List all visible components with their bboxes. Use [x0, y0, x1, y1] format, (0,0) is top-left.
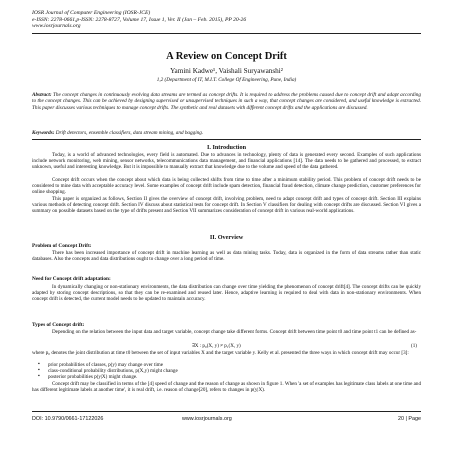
header-rule: [32, 33, 421, 34]
subheading-problem: Problem of Concept Drift:: [32, 243, 92, 249]
bullet-item: ▪ posterior probabilities p(y|X) might change.: [32, 374, 421, 380]
footer-website: www.iosrjournals.org: [182, 416, 232, 422]
journal-website: www.iosrjournals.org: [32, 23, 81, 30]
intro-paragraph-2: Concept drift occurs when the concept about which data is being collected shifts from time to time after a minimum stability period. This problem of concept drift needs to be considered to mine data with acceptable accuracy level. Some examples of concept drift include spam detection, financial fraud detection, climate change prediction, customer preferences for online shopping.: [32, 177, 421, 196]
abstract-label: Abstract:: [32, 92, 52, 98]
abstract: [32, 92, 421, 111]
section-heading-introduction: I. Introduction: [206, 144, 247, 151]
paper-title: A Review on Concept Drift: [166, 51, 287, 62]
journal-header: [32, 10, 422, 30]
subheading-need: Need for Concept drift adaptation:: [32, 276, 111, 282]
problem-paragraph: There has been increased importance of concept drift in machine learning as well as data mining tasks. Today, data is organized in the form of data streams rather than static databases. Also the concepts and data distributions ought to change over a long period of time.: [32, 250, 421, 263]
footer-doi: DOI: 10.9790/0661-17122026: [32, 416, 104, 422]
journal-issn: e-ISSN: 2278-0661,p-ISSN: 2278-8727, Volume 17, Issue 1, Ver. II (Jan – Feb. 2015), PP 20-26: [32, 16, 247, 23]
keywords-label: Keywords:: [32, 130, 55, 136]
keywords-text: Drift detectors, ensemble classifiers, data stream mining, and bagging.: [54, 130, 204, 136]
need-paragraph: In dynamically changing or non-stationary environments, the data distribution can change over time yielding the phenomenon of concept drift[4]. The concept drifts can be quickly adapted by storing concept descriptions, so that they can be re-examined and reused later. Hence, adaptive learning is required to deal with data in non-stationary environments. When concept drift is detected, the current model needs to be updated to maintain accuracy.: [32, 284, 421, 303]
bullet-item: ▪ class-conditional probability distributions, p(X,y) might change: [32, 368, 421, 374]
section-heading-overview: II. Overview: [209, 234, 244, 241]
footer-rule: [32, 411, 421, 412]
keywords: [32, 130, 421, 136]
types-paragraph-2: where p₀ denotes the joint distribution at time t0 between the set of input variables X and the target variable y. Kelly et al. presented the three ways in which concept drift may occur [3]:: [32, 350, 409, 356]
journal-name: IOSR Journal of Computer Engineering (IOSR-JCE): [32, 10, 151, 16]
abstract-text: The concept changes in continuously evolving data streams are termed as concept drifts. It is required to address the problems caused due to concept drift and adapt according to the concept changes. This can be achieved by designing supervised or unsupervised techniques in such a way, that concept changes are considered, and useful knowledge is extracted. This paper discusses various techniques to manage concept drifts. The synthetic and real datasets with different concept drifts and the applications are discussed.: [32, 92, 421, 111]
subheading-types: Types of Concept drift:: [32, 322, 85, 328]
drift-bullet-list: [32, 362, 421, 380]
footer-page-number: 20 | Page: [398, 416, 421, 422]
paper-authors: Yamini Kadwe¹, Vaishali Suryawanshi²: [170, 67, 283, 75]
types-paragraph: Depending on the relation between the input data and target variable, concept change take different forms. Concept drift between time point t0 and time point t1 can be defined as-: [52, 329, 417, 335]
intro-paragraph-3: This paper is organized as follows, Section II gives the overview of concept drift, involving problem, need to adapt concept drift and types of concept drift. Section III explains various methods of detecting concept drift. Section IV discuss about statistical tests for concept drift. In Section V classifiers for dealing with concept drifts are discussed. Section VI gives a summary on possible datasets based on the type of drifts present and Section VII summarizes consideration of concept drift in various real-world applications.: [32, 196, 421, 215]
intro-paragraph-1: Today, is a world of advanced technologies, every field is automated. Due to advances in technology, plenty of data is generated every second. Examples of such applications include network monitoring, web mining, sensor networks, telecommunications data management, and financial applications [14]. The data needs to be gathered and processed, to extract unknown, useful and interesting knowledge. But it is impossible to manually extract that knowledge due to the volume and speed of the data gathered.: [32, 152, 421, 171]
types-paragraph-3: Concept drift may be classified in terms of the [4] speed of change and the reason of change as shown in figure 1. When 'a set of examples has legitimate class labels at one time and has different legitimate labels at another time', it is real drift, i.e. reason of change[20], refers to changes in p(y|X).: [32, 381, 421, 394]
equation-number: (1): [411, 343, 417, 349]
paper-affiliation: 1,2 (Department of IT, M.I.T. College Of Engineering, Pune, India): [156, 77, 297, 83]
equation-expression: ∃X : p₀(X, y) ≠ p₁(X, y): [192, 343, 241, 349]
bullet-item: ▪ prior probabilities of classes, p(y) may change over time: [32, 362, 421, 368]
abstract-rule: [32, 139, 421, 140]
